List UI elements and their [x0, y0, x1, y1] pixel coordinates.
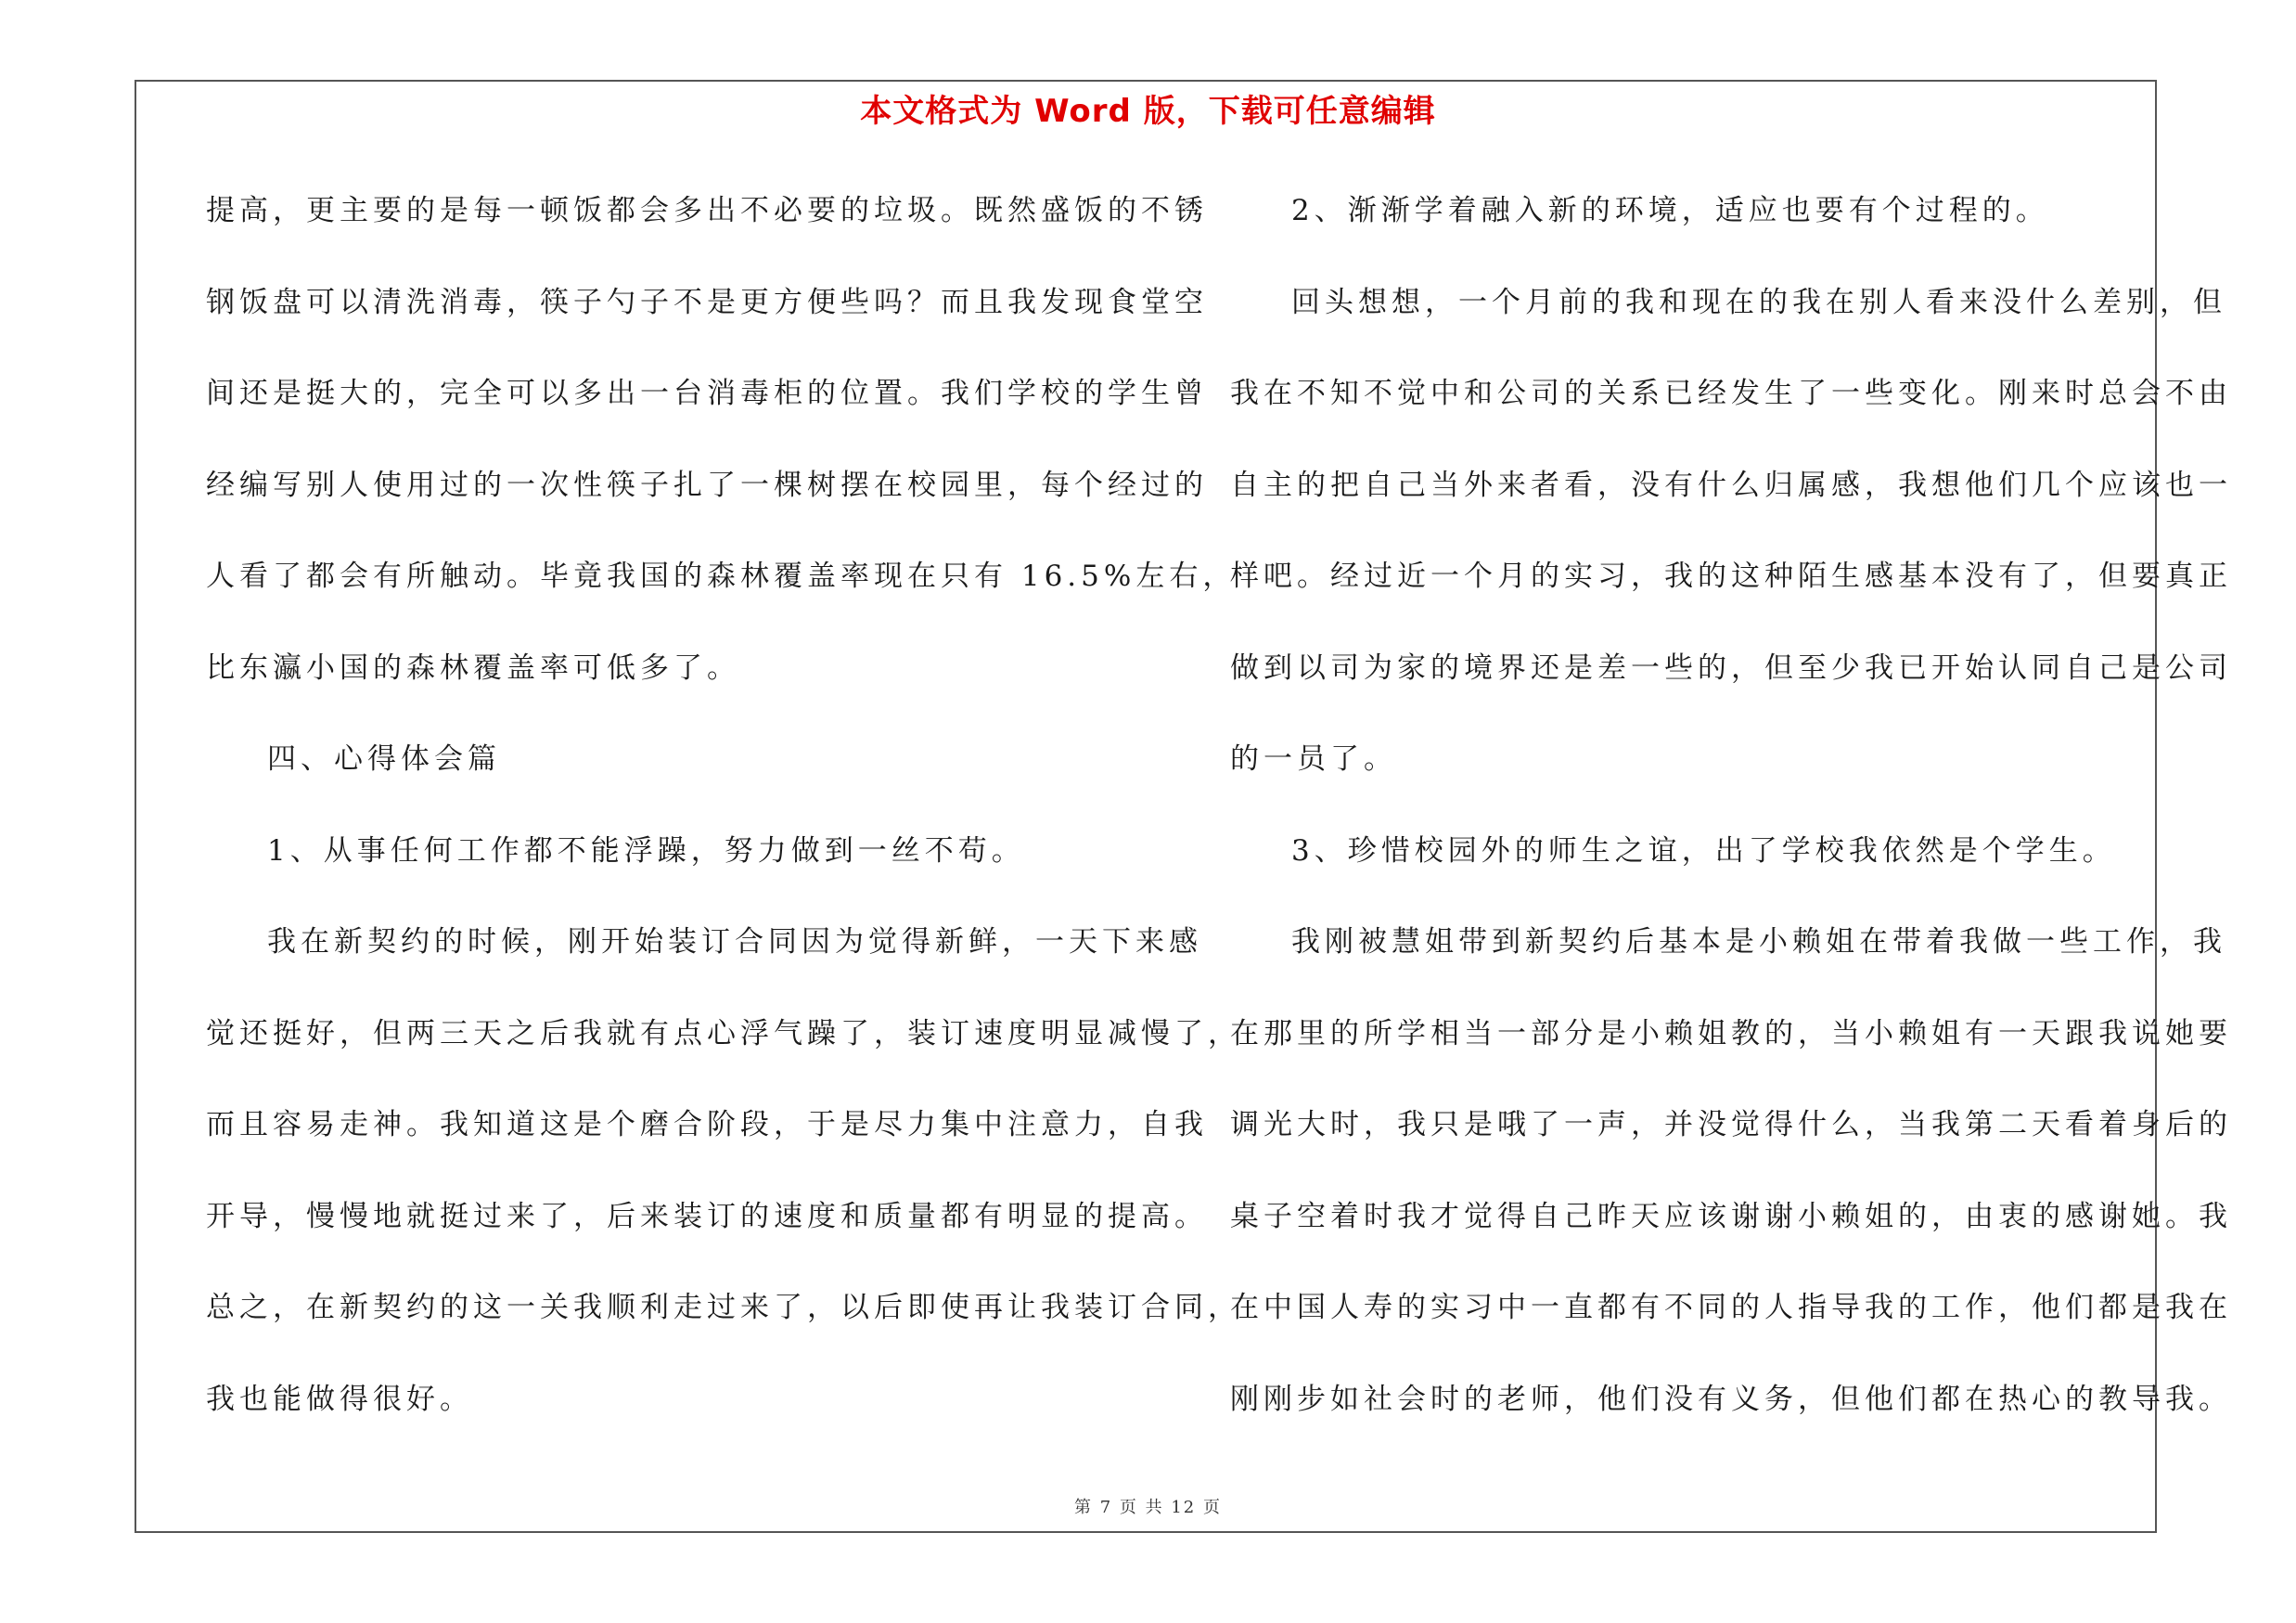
text-line: 我在新契约的时候，刚开始装订合同因为觉得新鲜，一天下来感: [267, 925, 1202, 959]
text-line: 人看了都会有所触动。毕竟我国的森林覆盖率现在只有 16.5%左右，: [206, 560, 1237, 593]
header-banner: 本文格式为 Word 版，下载可任意编辑: [860, 93, 1436, 130]
text-line: 调光大时，我只是哦了一声，并没觉得什么，当我第二天看着身后的: [1230, 1108, 2232, 1141]
text-line: 而且容易走神。我知道这是个磨合阶段，于是尽力集中注意力，自我: [206, 1108, 1208, 1141]
text-line: 我也能做得很好。: [206, 1382, 473, 1416]
text-line: 间还是挺大的，完全可以多出一台消毒柜的位置。我们学校的学生曾: [206, 377, 1208, 410]
text-line: 在那里的所学相当一部分是小赖姐教的，当小赖姐有一天跟我说她要: [1230, 1016, 2232, 1050]
subsection-heading: 2、渐渐学着融入新的环境，适应也要有个过程的。: [1291, 194, 2049, 227]
right-column: [1230, 178, 2232, 1458]
text-line: 桌子空着时我才觉得自己昨天应该谢谢小赖姐的，由衷的感谢她。我: [1230, 1199, 2232, 1233]
text-line: 回头想想，一个月前的我和现在的我在别人看来没什么差别，但: [1291, 285, 2226, 319]
subsection-heading: 1、从事任何工作都不能浮躁，努力做到一丝不苟。: [267, 833, 1025, 868]
text-line: 开导，慢慢地就挺过来了，后来装订的速度和质量都有明显的提高。: [206, 1199, 1208, 1233]
subsection-heading: 3、珍惜校园外的师生之谊，出了学校我依然是个学生。: [1291, 833, 2116, 868]
text-line: 自主的把自己当外来者看，没有什么归属感，我想他们几个应该也一: [1230, 468, 2232, 502]
text-line: 在中国人寿的实习中一直都有不同的人指导我的工作，他们都是我在: [1230, 1291, 2232, 1324]
text-line: 总之，在新契约的这一关我顺利走过来了，以后即使再让我装订合同，: [206, 1291, 1241, 1324]
text-line: 我刚被慧姐带到新契约后基本是小赖姐在带着我做一些工作，我: [1291, 925, 2226, 959]
text-line: 我在不知不觉中和公司的关系已经发生了一些变化。刚来时总会不由: [1230, 377, 2232, 410]
page-number: 第 7 页 共 12 页: [1074, 1498, 1222, 1517]
text-line: 觉还挺好，但两三天之后我就有点心浮气躁了，装订速度明显减慢了，: [206, 1016, 1241, 1050]
left-column: [206, 178, 1241, 1458]
text-line: 比东瀛小国的森林覆盖率可低多了。: [206, 650, 740, 685]
text-line: 钢饭盘可以清洗消毒，筷子勺子不是更方便些吗？而且我发现食堂空: [206, 285, 1208, 319]
text-line: 刚刚步如社会时的老师，他们没有义务，但他们都在热心的教导我。: [1230, 1382, 2232, 1416]
text-line: 做到以司为家的境界还是差一些的，但至少我已开始认同自己是公司: [1230, 650, 2232, 685]
text-line: 提高，更主要的是每一顿饭都会多出不必要的垃圾。既然盛饭的不锈: [206, 194, 1208, 227]
text-line: 经编写别人使用过的一次性筷子扎了一棵树摆在校园里，每个经过的: [206, 468, 1208, 502]
text-line: 的一员了。: [1230, 742, 1397, 776]
text-line: 样吧。经过近一个月的实习，我的这种陌生感基本没有了，但要真正: [1230, 560, 2232, 593]
section-heading: 四、心得体会篇: [267, 742, 501, 776]
